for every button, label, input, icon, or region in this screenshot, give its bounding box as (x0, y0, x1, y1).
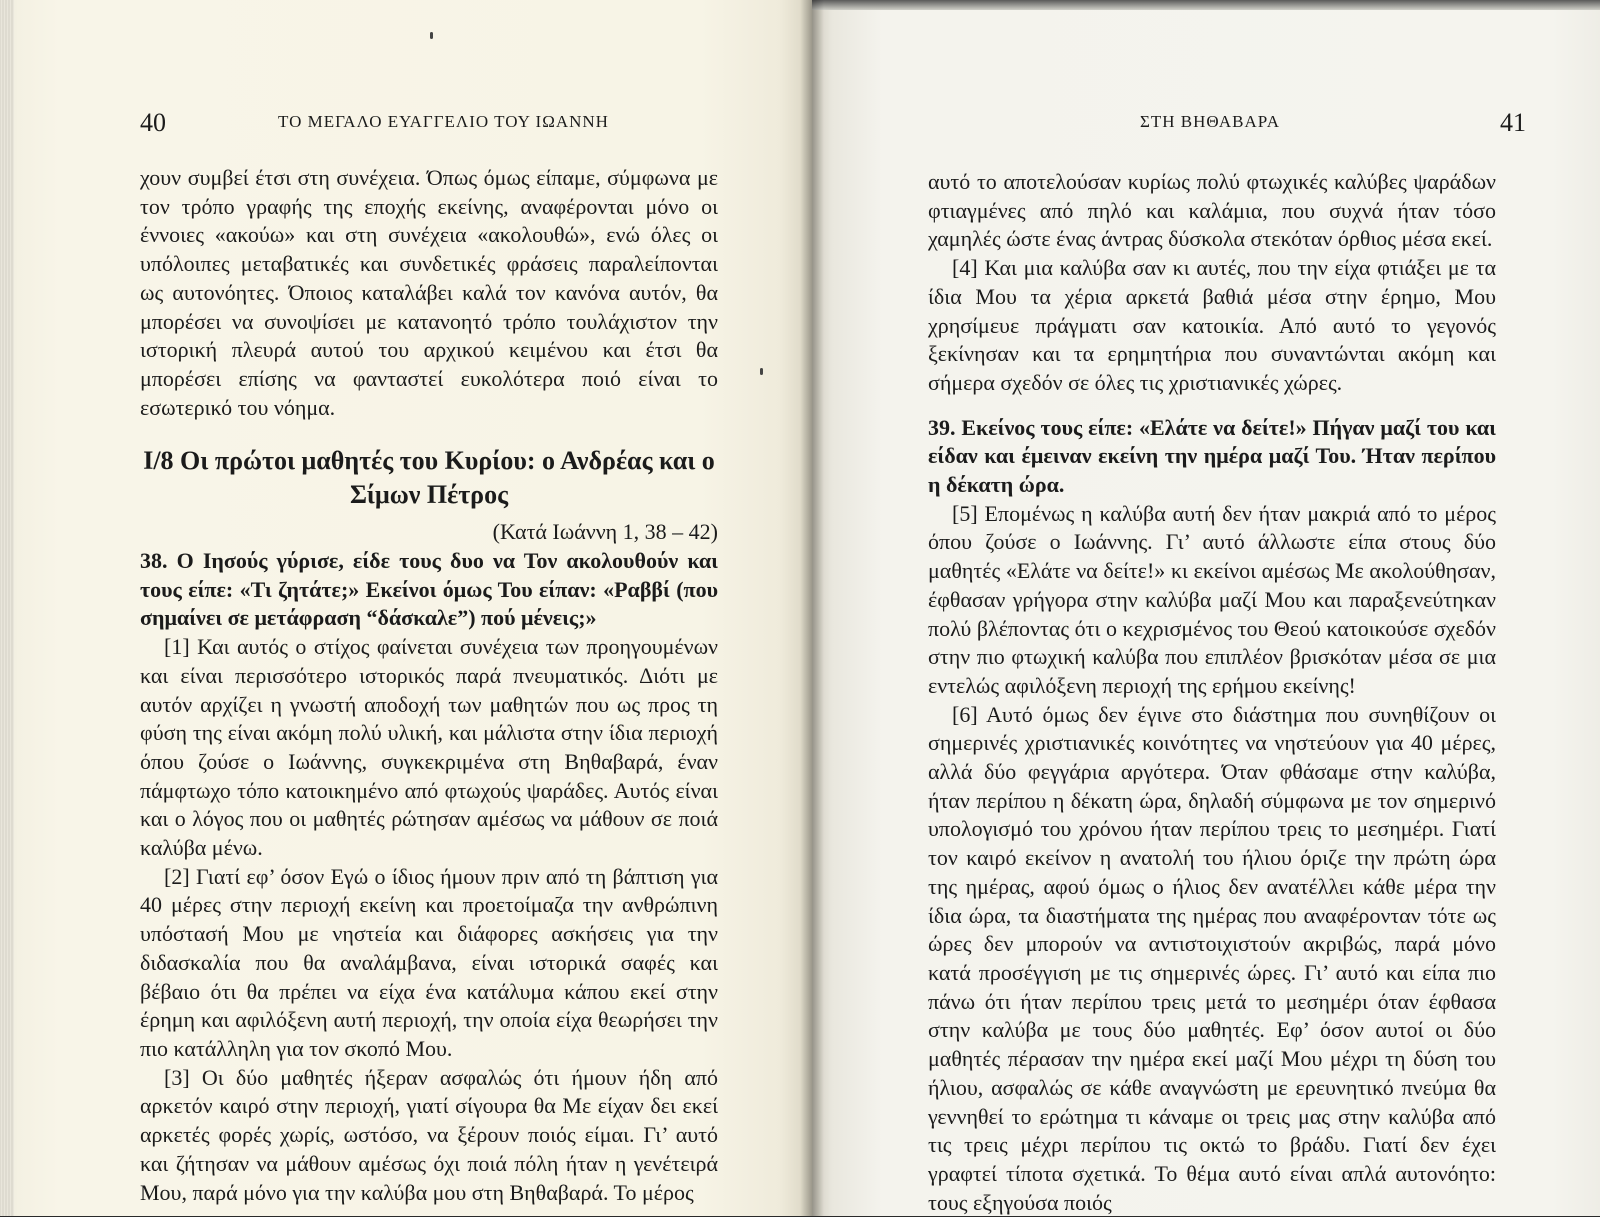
intro-paragraph: αυτό το αποτελούσαν κυρίως πολύ φτωχικές καλύβες ψαράδων φτιαγμένες από πηλό και καλάμια, που συχνά ήταν τόσο χαμηλές ώστε ένας άντρας δύσκολα στεκόταν όρθιος μέσα εκεί. (928, 169, 1496, 252)
spacer (928, 398, 1496, 414)
top-shadow (812, 0, 1600, 10)
running-head-right: ΣΤΗ ΒΗΘΑΒΑΡΑ (1140, 112, 1280, 131)
page-number-right: 41 (1500, 108, 1526, 137)
book-gutter (800, 0, 824, 1216)
running-head-left: ΤΟ ΜΕΓΑΛΟ ΕΥΑΓΓΕΛΙΟ ΤΟΥ ΙΩΑΝΝΗ (278, 112, 609, 131)
paragraph-6: [6] Αυτό όμως δεν έγινε στο διάστημα που συνηθίζουν οι σημερινές χριστιανικές κοινότητες να νηστεύουν για 40 μέρες, αλλά δύο φεγγάρια αργότερα. Όταν φθάσαμε στην καλύβα, ήταν περίπου η δέκατη ώρα, δηλαδή σύμφωνα με τον σημερινό υπολογισμό του χρόνου ήταν περίπου τρεις το μεσημέρι. Γιατί τον καιρό εκείνον η ανατολή του ήλιου όριζε την πρώτη ώρα της ημέρας, αφού όμως ο ήλιος δεν ανατέλλει κάθε μέρα την ίδια ώρα, τα διαστήματα της ημέρας που αναφέρονταν τότε ως ώρες δεν μπορούν να αντιστοιχιστούν ακριβώς, παρά μόνο κατά προσέγγιση με τις σημερινές ώρες. Γι’ αυτό και είπα πιο πάνω ότι ήταν περίπου τρεις μετά το μεσημέρι όταν έφθασα στην καλύβα με τους δύο μαθητές. Εφ’ όσον αυτοί οι δύο μαθητές πέρασαν την ημέρα εκεί μαζί Μου μέχρι τη δύση του ήλιου, ασφαλώς σε κάθε αναγνώστη με ερευνητικό πνεύμα θα γεννηθεί το ερώτημα τι κάναμε οι τρεις μας στην καλύβα από τις τρεις μέχρι περίπου τις οκτώ το βράδυ. Γιατί δεν έχει γραφτεί τίποτα σχετικά. Το θέμα αυτό είναι απλά αυτονόητο: τους εξηγούσα ποιός (928, 701, 1496, 1215)
page-edges (0, 0, 14, 1216)
page-number-left: 40 (140, 108, 166, 137)
verse-39: 39. Εκείνος τους είπε: «Ελάτε να δείτε!» Πήγαν μαζί του και είδαν και έμειναν εκείνη την ημέρα μαζί Του. Ήταν περίπου η δέκατη ώρα. (928, 414, 1496, 498)
paragraph-5: [5] Επομένως η καλύβα αυτή δεν ήταν μακριά από το μέρος όπου ζούσε ο Ιωάννης. Γι’ αυτό άλλωστε είπα στους δύο μαθητές «Ελάτε να δείτε!» κι εκείνοι αμέσως Με ακολούθησαν, έφθασαν γρήγορα στην καλύβα μαζί Μου και παραξενεύτηκαν πολύ βλέποντας ότι ο κεχρισμένος του Θεού κατοικούσε σχεδόν στην πιο φτωχική καλύβα που επιπλέον βρισκόταν μέσα σε μια εντελώς αφιλόξενη περιοχή της ερήμου εκείνης! (928, 500, 1496, 698)
paragraph-4: [4] Και μια καλύβα σαν κι αυτές, που την είχα φτιάξει με τα ίδια Μου τα χέρια αρκετά βαθιά μέσα στην έρημο, Μου χρησίμευε πράγματι σαν κατοικία. Από αυτό το γεγονός ξεκίνησαν και τα ερημητήρια που συναντώνται ακόμη και σήμερα σχεδόν σε όλες τις χριστιανικές χώρες. (928, 255, 1496, 395)
paragraph-2: [2] Γιατί εφ’ όσον Εγώ ο ίδιος ήμουν πριν από τη βάπτιση για 40 μέρες στην περιοχή εκείνη και προετοίμαζα την ανθρώπινη υπόστασή Μου με νηστεία και διάφορες ασκήσεις για την διδασκαλία που θα αναλάμβανα, είναι ιστορικά σαφές και βέβαιο ότι θα πρέπει να είχα ένα κατάλυμα κάπου εκεί στην έρημη και αφιλόξενη αυτή περιοχή, την οποία είχα θεωρήσει την πιο κατάλληλη για τον σκοπό Μου. (140, 863, 718, 1061)
print-speck (430, 32, 433, 39)
right-text-column (928, 168, 1496, 1217)
paragraph-3: [3] Οι δύο μαθητές ήξεραν ασφαλώς ότι ήμουν ήδη από αρκετόν καιρό στην περιοχή, γιατί σίγουρα θα Με είχαν δει εκεί αρκετές φορές χωρίς, ωστόσο, να ξέρουν ποιός είμαι. Γι’ αυτό και ζήτησαν να μάθουν αμέσως όχι ποιά πόλη ήταν η γενέτειρά Μου, παρά μόνο για την καλύβα μου στη Βηθαβαρά. Το μέρος (140, 1064, 718, 1205)
intro-paragraph: χουν συμβεί έτσι στη συνέχεια. Όπως όμως είπαμε, σύμφωνα με τον τρόπο γραφής της εποχής εκείνης, αναφέρονται μόνο οι έννοιες «ακούω» και στη συνέχεια «ακολουθώ», ενώ όλες οι υπόλοιπες μεταβατικές και συνδετικές φράσεις παραλείπονται ως αυτονόητες. Όποιος καταλάβει καλά τον κανόνα αυτόν, θα μπορέσει να συνοψίσει με κατανοητό τρόπο τουλάχιστον την ιστορική πλευρά αυτού του αρχικού κειμένου και έτσι θα μπορέσει επίσης να φανταστεί ευκολότερα ποιό είναι το εσωτερικό του νόημα. (140, 165, 718, 420)
chapter-heading: Ι/8 Οι πρώτοι μαθητές του Κυρίου: ο Ανδρέας και ο Σίμων Πέτρος (143, 446, 715, 510)
verse-38: 38. Ο Ιησούς γύρισε, είδε τους δυο να Τον ακολουθούν και τους είπε: «Τι ζητάτε;» Εκείνοι όμως Του είπαν: «Ραββί (που σημαίνει σε μετάφραση “δάσκαλε”) πού μένεις;» (140, 548, 718, 631)
paragraph-1: [1] Και αυτός ο στίχος φαίνεται συνέχεια των προηγουμένων και είναι περισσότερο ιστορικός παρά πνευματικός. Διότι με αυτόν αρχίζει η γνωστή αποδοχή των μαθητών που ως προς τη φύση της είναι ακόμη πολύ υλική, και μάλιστα στην ίδια περιοχή όπου ζούσε ο Ιωάννης, συγκεκριμένα στη Βηθαβαρά, έναν πάμφτωχο τόπο κατοικημένο από φτωχούς ψαράδες. Αυτός είναι και ο λόγος που οι μαθητές ρώτησαν αμέσως να μάθουν σε ποιά καλύβα μένω. (140, 634, 718, 861)
scripture-citation: (Κατά Ιωάννη 1, 38 – 42) (492, 519, 718, 545)
right-page (812, 0, 1600, 1216)
print-speck (760, 368, 763, 375)
left-text-column (140, 164, 718, 1207)
